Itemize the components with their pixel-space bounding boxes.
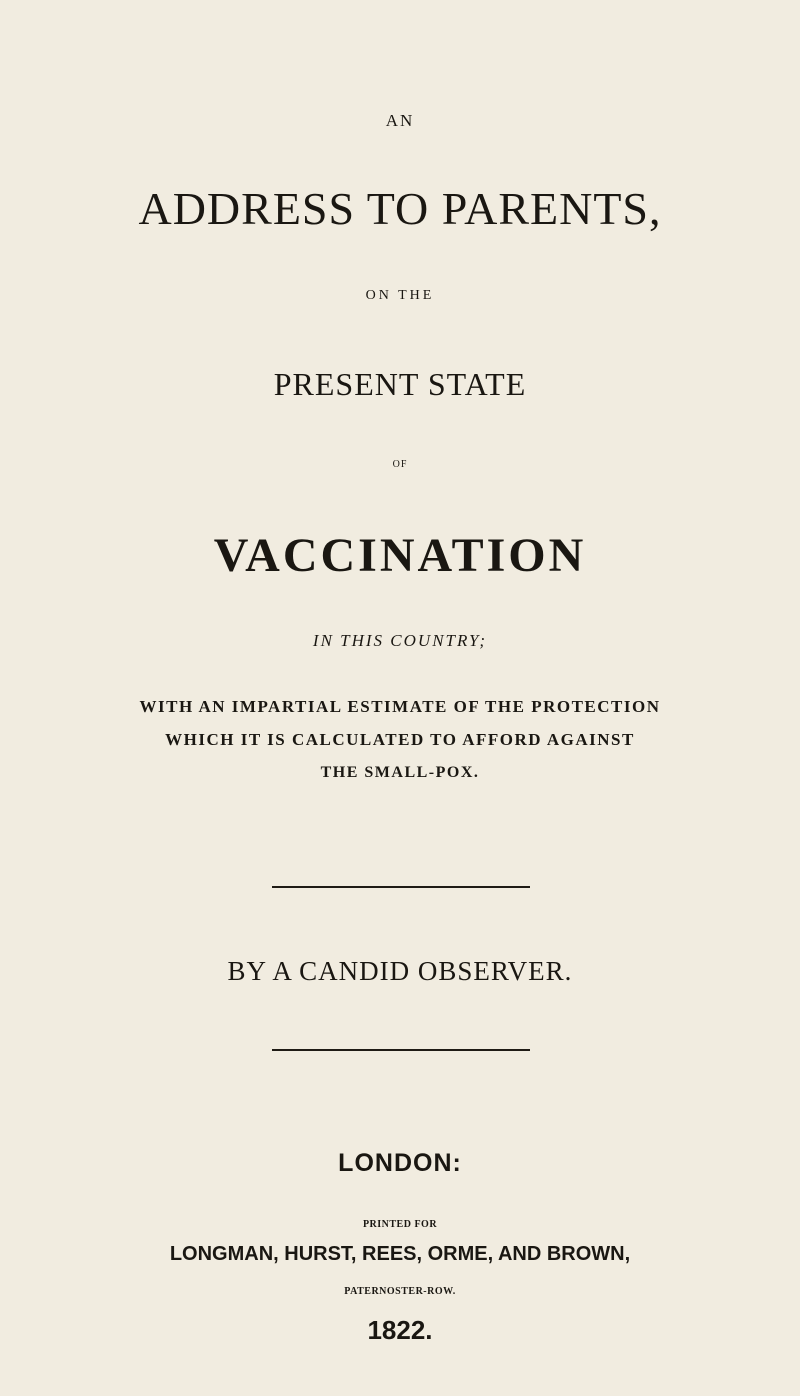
title-connector-of: OF xyxy=(392,459,408,470)
title-prefix: AN xyxy=(385,111,415,130)
main-title: ADDRESS TO PARENTS, xyxy=(138,183,662,234)
title-connector-on-the: ON THE xyxy=(365,288,435,303)
divider-rule-bottom xyxy=(272,1049,530,1051)
subtitle-line-3: THE SMALL-POX. xyxy=(320,764,480,781)
imprint-city: LONDON: xyxy=(338,1149,462,1177)
title-in-this-country: IN THIS COUNTRY; xyxy=(312,631,488,650)
imprint-address: PATERNOSTER-ROW. xyxy=(344,1286,456,1297)
imprint-printed-for: PRINTED FOR xyxy=(362,1219,438,1230)
imprint-publisher: LONGMAN, HURST, REES, ORME, AND BROWN, xyxy=(169,1243,631,1265)
subtitle-line-2: WHICH IT IS CALCULATED TO AFFORD AGAINST xyxy=(165,730,635,749)
subtitle-line-1: WITH AN IMPARTIAL ESTIMATE OF THE PROTECTION xyxy=(139,697,661,716)
author-line: BY A CANDID OBSERVER. xyxy=(227,956,573,986)
title-vaccination: VACCINATION xyxy=(213,529,587,582)
divider-rule-top xyxy=(272,886,530,888)
title-present-state: PRESENT STATE xyxy=(273,366,527,402)
imprint-year: 1822. xyxy=(367,1315,433,1345)
